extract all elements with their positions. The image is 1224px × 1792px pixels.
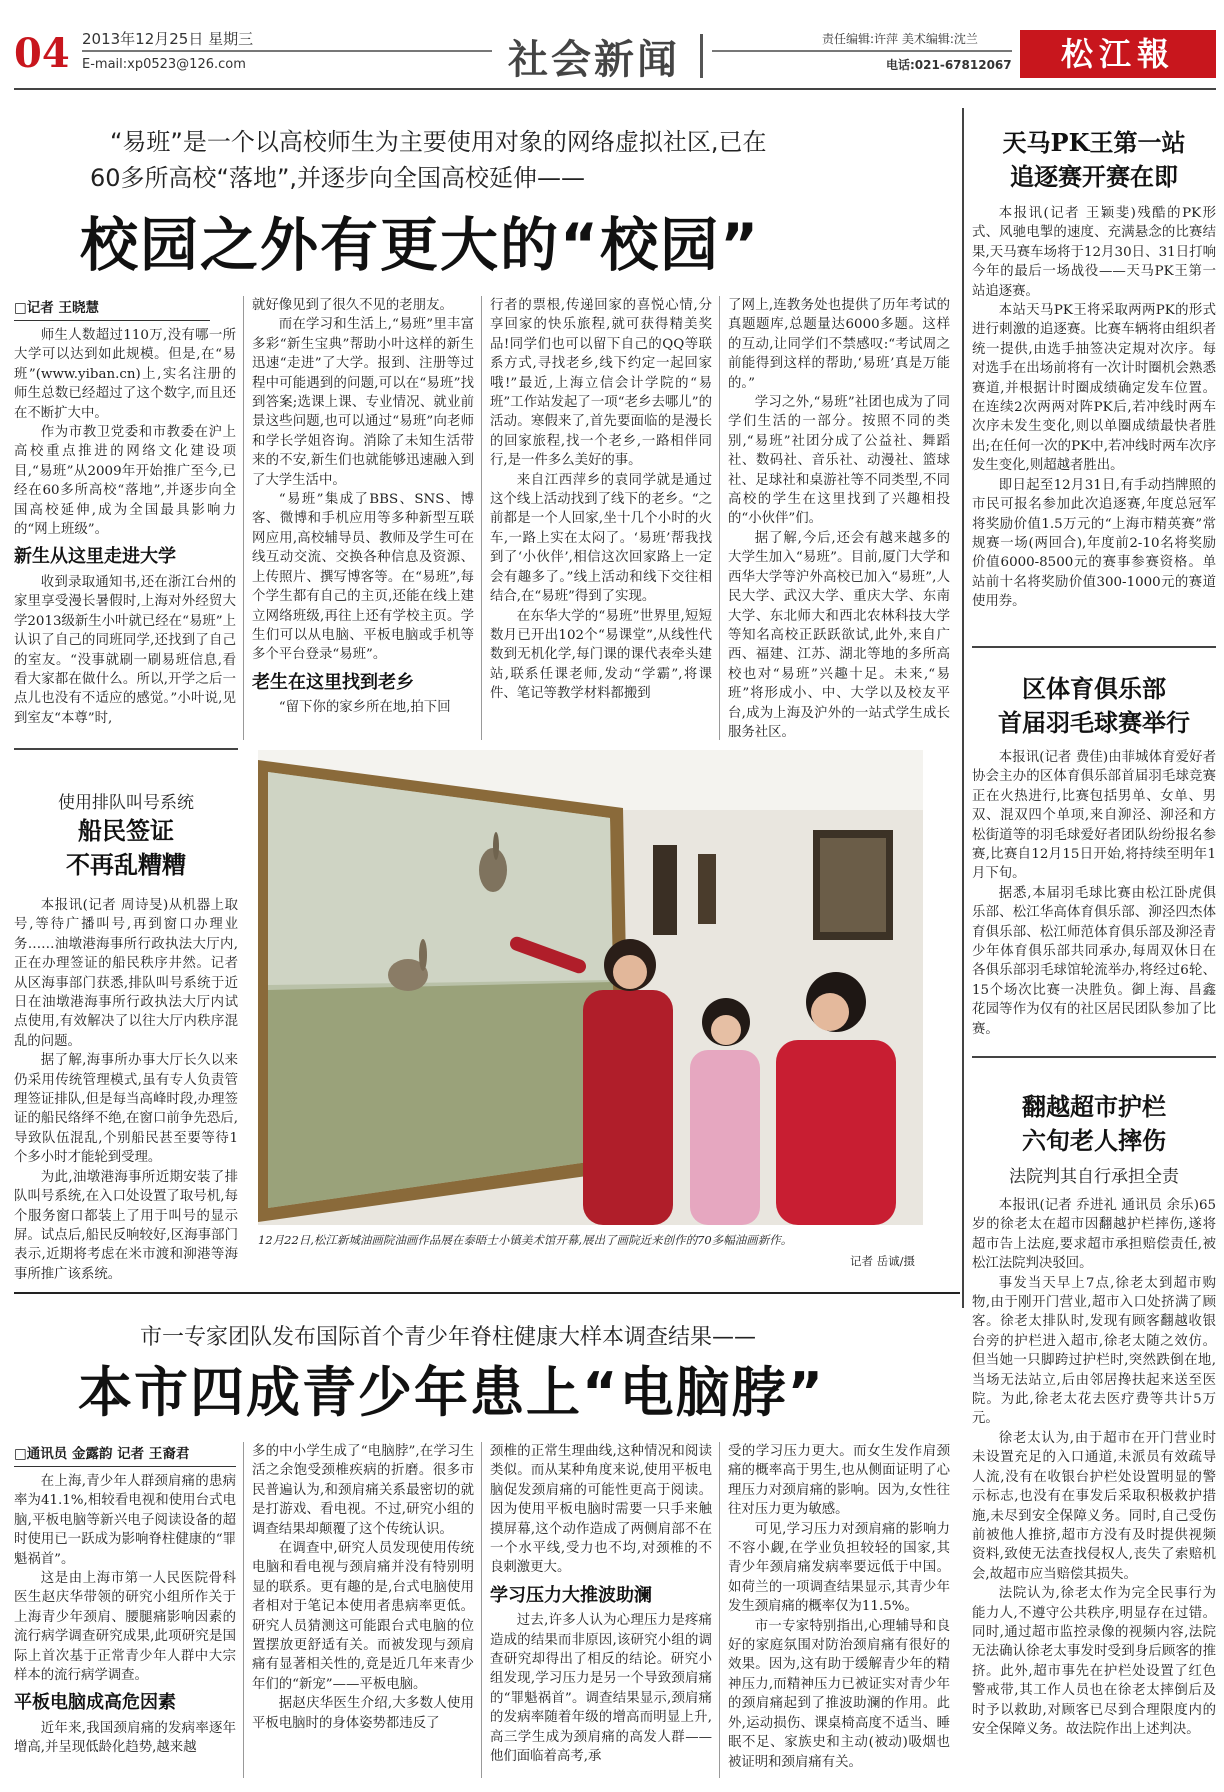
paragraph: 在上海,青少年人群颈肩痛的患病率为41.1%,相较看电视和使用台式电脑,平板电脑等新兴电子阅读设备的超时使用已一跃成为影响脊柱健康的“罪魁祸首”。: [14, 1474, 236, 1567]
paragraph: 就好像见到了很久不见的老朋友。: [252, 298, 453, 313]
paragraph: 据了解,今后,还会有越来越多的大学生加入“易班”。目前,厦门大学和西华大学等沪外高校已加入“易班”,人民大学、武汉大学、重庆大学、东南大学、东北师大和西北农林科技大学等知名高校正跃跃欲试,此外,来自广西、福建、江苏、湖北等地的多所高校也对“易班”兴趣十足。未来,“易班”将形成小、中、大学以及校友平台,成为上海及沪外的一站式学生成长服务社区。: [728, 530, 950, 740]
tianma-headline-line2: 追逐赛开赛在即: [1010, 162, 1178, 191]
neck-byline: □通讯员 金露韵 记者 王裔君: [14, 1442, 236, 1467]
paragraph: 行者的票根,传递回家的喜悦心情,分享回家的快乐旅程,就可获得精美奖品!同学们也可以留下自己的QQ等联系方式,寻找老乡,线下约定一起回家哦!”最近,上海立信会计学院的“易班”工作站发起了一项“老乡去哪儿”的活动。寒假来了,首先要面临的是漫长的回家旅程,找一个老乡,一路相伴同行,是一件多么美好的事。: [490, 298, 712, 469]
paragraph: 事发当天早上7点,徐老太到超市购物,由于刚开门营业,超市入口处挤满了顾客。徐老太排队时,发现有顾客翻越收银台旁的护栏进入超市,徐老太随之效仿。但当她一只脚跨过护栏时,突然跌倒在地,当场无法站立,后由邻居搀扶起来送至医院。为此,徐老太花去医疗费等共计5万元。: [972, 1275, 1216, 1427]
paragraph: 本报讯(记者 费佳)由菲城体育爱好者协会主办的区体育俱乐部首届羽毛球竞赛正在火热进行,比赛包括男单、女单、男双、混双四个单项,来自泖泾、泖泾和方松街道等的羽毛球爱好者团队纷纷报名参赛,比赛自12月15日开始,将持续至明年1月下旬。: [972, 750, 1216, 882]
news-photo: [258, 750, 923, 1225]
boat-headline: [14, 814, 238, 882]
section-rule: [972, 646, 1216, 648]
boat-body: [14, 896, 238, 1282]
gallery-photo-illustration: [258, 750, 923, 1225]
header-rule-left: [82, 50, 492, 52]
header-rule-right: [712, 50, 1012, 52]
badminton-headline-line2: 首届羽毛球赛举行: [998, 708, 1190, 737]
subheading: 学习压力大推波助澜: [490, 1584, 652, 1606]
boat-kicker: 使用排队叫号系统: [58, 793, 194, 813]
tianma-headline-line1: 天马PK王第一站: [1002, 128, 1186, 157]
neck-column-4: [728, 1442, 950, 1778]
neck-kicker: 市一专家团队发布国际首个青少年脊柱健康大样本调查结果——: [140, 1325, 757, 1350]
paragraph: “留下你的家乡所在地,拍下回: [278, 700, 451, 716]
paragraph: 法院认为,徐老太作为完全民事行为能力人,不遵守公共秩序,明显存在过错。同时,通过超市监控录像的视频内容,法院无法确认徐老太事发时受到身后顾客的推挤。此外,超市事先在护栏处设置了红色警戒带,其工作人员也在徐老太摔倒后及时予以救助,对顾客已尽到合理限度内的安全保障义务。故法院作出上述判决。: [972, 1586, 1216, 1737]
paragraph: 作为市教卫党委和市教委在沪上高校重点推进的网络文化建设项目,“易班”从2009年开始推广至今,已经在60多所高校“落地”,并逐步向全国高校延伸,成为全国最具影响力的“网上班级”。: [14, 425, 236, 538]
supermarket-headline-line2: 六旬老人摔伤: [1022, 1126, 1166, 1155]
neck-column-2: [252, 1442, 474, 1778]
paragraph: 据赵庆华医生介绍,大多数人使用平板电脑时的身体姿势都违反了: [252, 1696, 474, 1731]
column-divider: [481, 1442, 482, 1778]
boat-headline-line2: 不再乱糟糟: [66, 850, 186, 879]
neck-column-1: [14, 1472, 236, 1778]
lead-column-4: [728, 296, 950, 744]
badminton-headline: [972, 672, 1216, 740]
paragraph: 即日起至12月31日,有手动挡牌照的市民可报名参加此次追逐赛,年度总冠军将奖励价值1.5万元的“上海市精英赛”常规赛一场(两回合),年度前2-10名将奖励价值6000-8500元的赛事参赛资格。单站前十名将奖励价值300-1000元的赛道使用券。: [972, 477, 1216, 610]
neck-headline: 本市四成青少年患上“电脑脖”: [78, 1361, 825, 1424]
paragraph: 受的学习压力更大。而女生发作肩颈痛的概率高于男生,也从侧面证明了心理压力对颈肩痛的影响。因为,女性往往对压力更为敏感。: [728, 1444, 950, 1518]
subheading: 老生在这里找到老乡: [252, 671, 414, 693]
subheading: 平板电脑成高危因素: [14, 1692, 176, 1714]
header-bottom-rule: [14, 88, 1216, 90]
paragraph: 这是由上海市第一人民医院骨科医生赵庆华带领的研究小组所作关于上海青少年颈肩、腰腿痛影响因素的流行病学调查研究成果,此项研究是国际上首次基于正常青少年人群中大宗样本的流行病学调查。: [14, 1571, 236, 1684]
supermarket-body: [972, 1196, 1216, 1778]
subheading: 新生从这里走进大学: [14, 546, 176, 568]
photo-caption: 12月22日,松江新城油画院油画作品展在泰晤士小镇美术馆开幕,展出了画院近来创作的70多幅油画新作。: [258, 1233, 793, 1247]
section-rule: [14, 1292, 960, 1294]
column-divider: [243, 296, 244, 740]
section-rule: [14, 748, 238, 750]
lead-kicker-line1: “易班”是一个以高校师生为主要使用对象的网络虚拟社区,已在: [110, 128, 767, 156]
paragraph: 本站天马PK王将采取两两PK的形式进行刺激的追逐赛。比赛车辆将由组织者统一提供,由选手抽签决定規对次序。每对选手在出场前将有一次计时圈机会熟悉赛道,并根据计时圈成绩确定发车位置。在连续2次两两对阵PK后,若冲线时两车次序未发生变化,则以单圈成绩最快者胜出;在任何一次的PK中,若冲线时两车次序发生变化,则超越者胜出。: [972, 303, 1216, 474]
paragraph: 据了解,海事所办事大厅长久以来仍采用传统管理模式,虽有专人负责管理签证排队,但是每当高峰时段,办理签证的船民络绎不绝,在窗口前争先恐后,导致队伍混乱,个别船民甚至要等待1个多小时才能轮到受理。: [14, 1053, 238, 1166]
paragraph: 来自江西萍乡的袁同学就是通过这个线上活动找到了线下的老乡。“之前都是一个人回家,坐十几个小时的火车,一路上实在太闷了。‘易班’帮我找到了‘小伙伴’,相信这次回家路上一定会有趣多了。”线上活动和线下交往相结合,在“易班”得到了实现。: [490, 472, 712, 605]
paragraph: 本报讯(记者 王颖斐)残酷的PK形式、风驰电掣的速度、充满悬念的比赛结果,天马赛车场将于12月30日、31日打响今年的最后一场战役——天马PK王第一站追逐赛。: [972, 206, 1216, 299]
section-rule: [972, 1056, 1216, 1058]
paragraph: 为此,油墩港海事所近期安装了排队叫号系统,在入口处设置了取号机,每个服务窗口都装上了用于叫号的显示屏。试点后,船民反响较好,区海事部门表示,近期将考虑在米市渡和泖港等海事所推广该系统。: [14, 1169, 238, 1282]
paragraph: 在东华大学的“易班”世界里,短短数月已开出102个“易课堂”,从线性代数到无机化学,每门课的课代表牵头建站,联系任课老师,发动“学霸”,将课件、笔记等教学材料都搬到: [490, 608, 712, 702]
boat-headline-line1: 船民签证: [78, 816, 174, 845]
issue-date: 2013年12月25日 星期三: [82, 30, 254, 48]
column-divider: [481, 296, 482, 740]
badminton-headline-line1: 区体育俱乐部: [1022, 674, 1166, 703]
paragraph: 学习之外,“易班”社团也成为了同学们生活的一部分。按照不同的类别,“易班”社团分成了公益社、舞蹈社、数码社、音乐社、动漫社、篮球社、足球社和桌游社等不同类型,不同高校的学生在这里找到了兴趣相投的“小伙伴”们。: [728, 395, 950, 527]
supermarket-headline-line1: 翻越超市护栏: [1022, 1092, 1166, 1121]
paragraph: 多的中小学生成了“电脑脖”,在学习生活之余饱受颈椎疾病的折磨。很多市民普遍认为,和颈肩痛关系最密切的就是打游戏、看电视。不过,研究小组的调查结果却颠覆了这个传统认识。: [252, 1444, 474, 1537]
lead-kicker-line2: 60多所高校“落地”,并逐步向全国高校延伸——: [90, 164, 586, 192]
paragraph: “易班”集成了BBS、SNS、博客、微博和手机应用等多种新型互联网应用,高校辅导员、教师及学生可在线互动交流、交换各种信息及资源、上传照片、撰写博客等。在“易班”,每个学生都有自己的主页,还能在线上建立网络班级,再往上还有学校主页。学生们可以从电脑、平板电脑或手机等多个平台登录“易班”。: [252, 492, 474, 663]
paragraph: 而在学习和生活上,“易班”里丰富多彩“新生宝典”帮助小叶这样的新生迅速“走进”了大学。报到、注册等过程中可能遇到的问题,可以在“易班”找到答案;选课上课、专业情况、就业前景这些问题,也可以通过“易班”向老师和学长学姐咨询。消除了未知生活带来的不安,新生们也就能够迅速融入到了大学生活中。: [252, 317, 474, 488]
paragraph: 颈椎的正常生理曲线,这种情况和阅读类似。而从某种角度来说,使用平板电脑促发颈肩痛的可能性更高于阅读。因为使用平板电脑时需要一只手来触摸屏幕,这个动作造成了两侧肩部不在一个水平线,受力也不均,对颈椎的不良刺激更大。: [490, 1444, 712, 1576]
section-title: 社会新闻: [508, 37, 680, 83]
paragraph: 过去,许多人认为心理压力是疼痛造成的结果而非原因,该研究小组的调查研究却得出了相反的结论。研究小组发现,学习压力是另一个导致颈肩痛的“罪魁祸首”。调查结果显示,颈肩痛的发病率随着年级的增高而明显上升,高三学生成为颈肩痛的高发人群——他们面临着高考,承: [490, 1613, 712, 1765]
lead-headline: 校园之外有更大的“校园”: [80, 211, 761, 279]
paragraph: 了网上,连教务处也提供了历年考试的真题题库,总题量达6000多题。这样的互动,让同学们不禁感叹:“考试周之前能得到这样的帮助,‘易班’真是万能的。”: [728, 298, 950, 391]
paragraph: 据悉,本届羽毛球比赛由松江卧虎俱乐部、松江华高体育俱乐部、泖泾四杰体育俱乐部、松江师范体育俱乐部及泖泾青少年体育俱乐部共同承办,每周双休日在各俱乐部羽毛球馆轮流举办,将经过6轮、15个场次比赛一决胜负。御上海、昌鑫花园等作为仅有的社区居民团队参加了比赛。: [972, 885, 1216, 1037]
paragraph: 本报讯(记者 周诗旻)从机器上取号,等待广播叫号,再到窗口办理业务……油墩港海事所行政执法大厅内,正在办理签证的船民秩序井然。记者从区海事部门获悉,排队叫号系统于近日在油墩港海事所行政执法大厅内试点使用,有效解决了以往大厅内秩序混乱的问题。: [14, 898, 238, 1049]
paragraph: 近年来,我国颈肩痛的发病率逐年增高,并呈现低龄化趋势,越来越: [14, 1720, 236, 1756]
column-divider: [719, 1442, 720, 1778]
column-divider: [243, 1442, 244, 1778]
lead-column-2: [252, 296, 474, 744]
paragraph: 徐老太认为,由于超市在开门营业时未设置充足的入口通道,未派员有效疏导人流,没有在收银台护栏处设置明显的警示标志,也没有在事发后采取积极救护措施,未尽到安全保障义务。同时,自己受伤前被他人推挤,超市方没有及时提供视频资料,致使无法查找侵权人,丧失了索赔机会,故超市应当赔偿其损失。: [972, 1430, 1216, 1582]
paragraph: 收到录取通知书,还在浙江台州的家里享受漫长暑假时,上海对外经贸大学2013级新生小叶就已经在“易班”上认识了自己的同班同学,还找到了自己的室友。“没事就刷一刷易班信息,看看大家都在做什么。所以,开学之后一点儿也没有不适应的感觉。”小叶说,见到室友“本尊”时,: [14, 574, 236, 726]
neck-column-3: [490, 1442, 712, 1778]
lead-column-3: [490, 296, 712, 744]
tianma-headline: [972, 126, 1216, 194]
supermarket-headline: [972, 1090, 1216, 1158]
column-divider: [719, 296, 720, 740]
supermarket-kicker: 法院判其自行承担全责: [1009, 1167, 1179, 1187]
paragraph: 市一专家特别指出,心理辅导和良好的家庭氛围对防治颈肩痛有很好的效果。因为,这有助于缓解青少年的精神压力,而精神压力已被证实对青少年的颈肩痛起到了推波助澜的作用。此外,运动损伤、课桌椅高度不适当、睡眠不足、家族史和主动(被动)吸烟也被证明和颈肩痛有关。: [728, 1618, 950, 1770]
lead-byline: □记者 王晓慧: [14, 296, 210, 321]
tianma-body: [972, 204, 1216, 624]
newspaper-logo: 松江報: [1020, 30, 1216, 78]
badminton-body: [972, 748, 1216, 1088]
lead-kicker: [90, 124, 850, 196]
header-editors: 责任编辑:许萍 美术编辑:沈兰: [822, 32, 978, 46]
paragraph: 师生人数超过110万,没有哪一所大学可以达到如此规模。但是,在“易班”(www.yiban.cn)上,实名注册的师生总数已经超过了这个数字,而且还在不断扩大中。: [14, 328, 236, 421]
page-number: 04: [14, 30, 70, 77]
paragraph: 在调查中,研究人员发现使用传统电脑和看电视与颈肩痛并没有特别明显的联系。更有趣的是,台式电脑使用者相对于笔记本使用者患病率更低。研究人员猜测这可能跟台式电脑的位置摆放更舒适有关。而被发现与颈肩痛有显著相关性的,竟是近几年来青少年们的“新宠”——平板电脑。: [252, 1541, 474, 1692]
header-phone: 电话:021-67812067: [886, 58, 1012, 72]
header-email: E-mail:xp0523@126.com: [82, 57, 246, 72]
paragraph: 可见,学习压力对颈肩痛的影响力不容小觑,在学业负担较轻的国家,其青少年颈肩痛发病率要远低于中国。如荷兰的一项调查结果显示,其青少年发生颈肩痛的概率仅为11.5%。: [728, 1521, 950, 1615]
header-divider: [700, 34, 703, 78]
lead-column-1: [14, 326, 236, 746]
right-column-divider: [962, 108, 964, 1308]
photo-credit: 记者 岳诚/摄: [850, 1254, 916, 1268]
paragraph: 本报讯(记者 乔进礼 通讯员 余乐)65岁的徐老太在超市因翻越护栏摔伤,遂将超市告上法庭,要求超市承担赔偿责任,被松江法院判决驳回。: [972, 1198, 1216, 1272]
